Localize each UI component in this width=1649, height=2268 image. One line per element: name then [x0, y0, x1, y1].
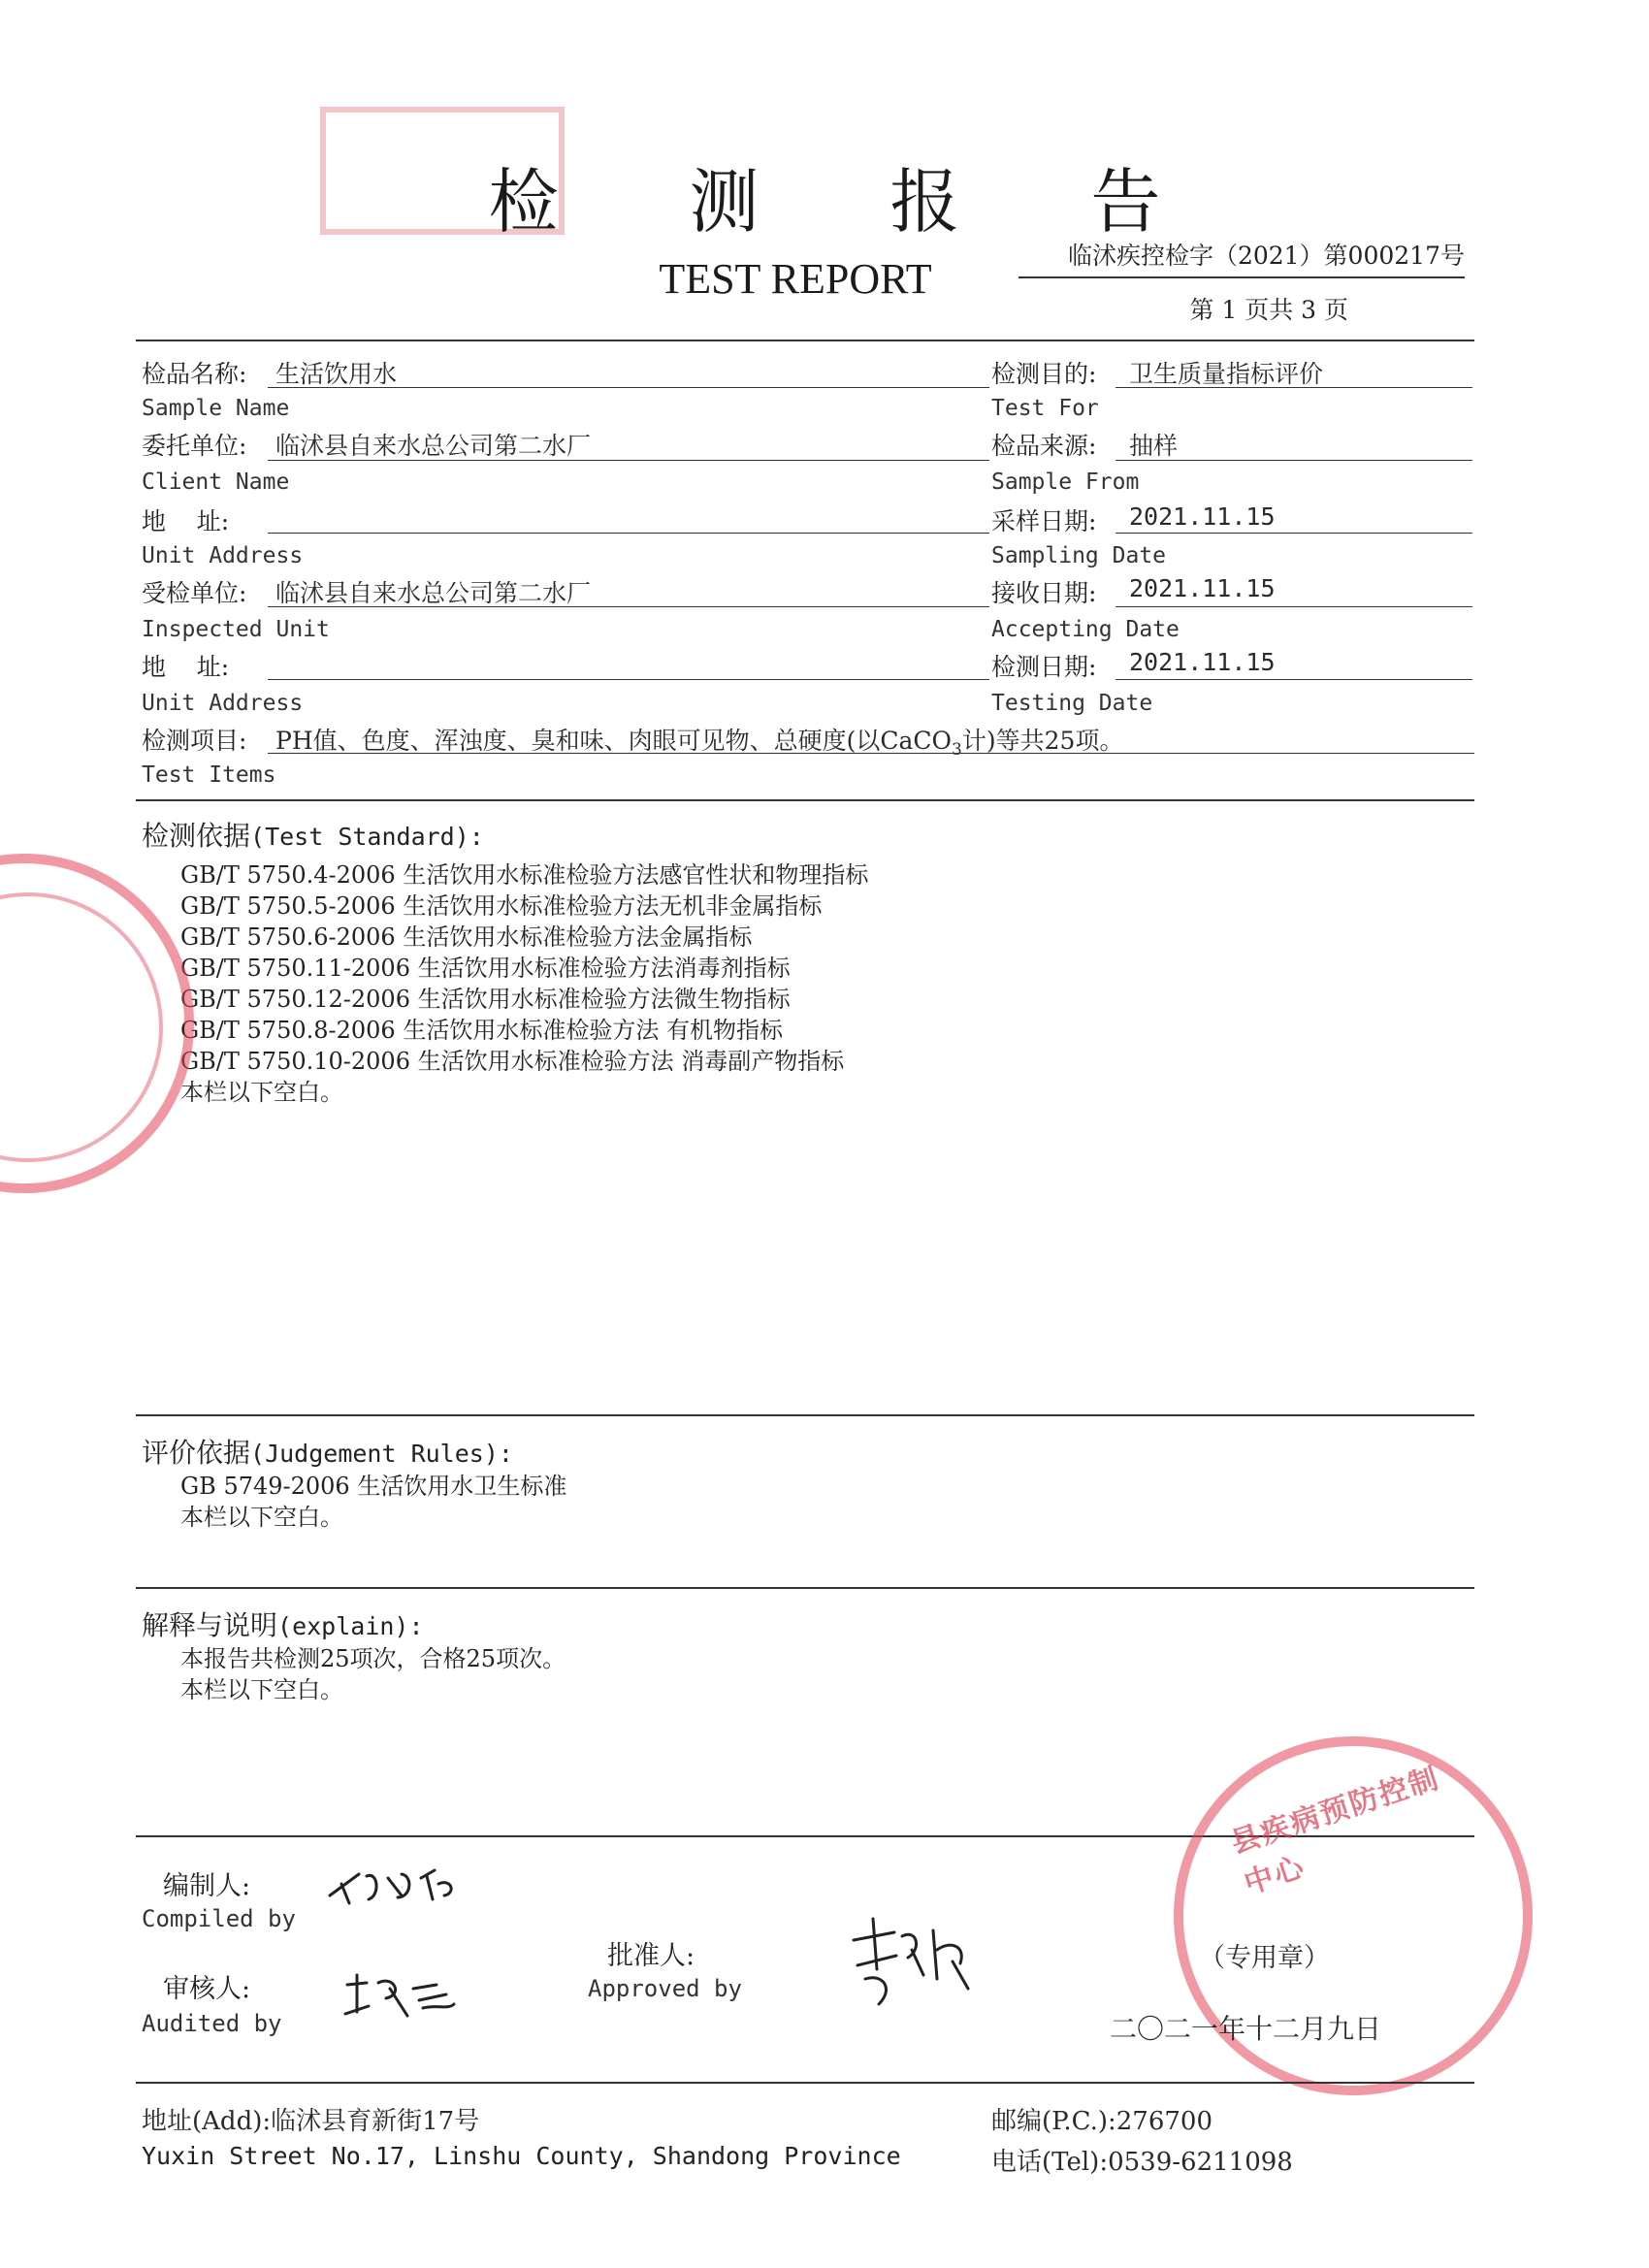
client-address-label: 地 址: — [142, 507, 230, 535]
sample-from-value: 抽样 — [1129, 432, 1179, 460]
test-items-label-en: Test Items — [142, 762, 276, 788]
footer-divider — [136, 2082, 1474, 2084]
list-item: GB/T 5750.10-2006 生活饮用水标准检验方法 消毒副产物指标 — [180, 1048, 845, 1075]
footer-phone: 电话(Tel):0539-6211098 — [991, 2148, 1293, 2177]
list-item: GB/T 5750.8-2006 生活饮用水标准检验方法 有机物指标 — [180, 1017, 783, 1044]
test-standard-heading-cn: 检测依据 — [142, 820, 251, 852]
testing-date-value: 2021.11.15 — [1129, 648, 1276, 676]
test-standard-list — [180, 859, 868, 1108]
test-for-underline — [1116, 387, 1472, 388]
test-standard-heading — [142, 815, 484, 854]
approved-by-label: 批准人: — [607, 1941, 695, 1971]
header-divider — [136, 340, 1474, 341]
test-for-label-en: Test For — [991, 396, 1099, 421]
list-item: GB/T 5750.6-2006 生活饮用水标准检验方法金属指标 — [180, 923, 753, 951]
list-item: 本栏以下空白。 — [180, 1676, 343, 1703]
sample-name-underline — [268, 387, 989, 388]
sampling-date-label: 采样日期: — [991, 507, 1097, 535]
inspected-unit-underline — [268, 606, 989, 607]
report-title-cn: 检 测 报 告 — [488, 161, 1215, 243]
compiled-signature — [320, 1857, 475, 1915]
footer-postcode: 邮编(P.C.):276700 — [991, 2107, 1213, 2136]
list-item: GB/T 5750.11-2006 生活饮用水标准检验方法消毒剂指标 — [180, 955, 791, 982]
sample-from-label-en: Sample From — [991, 470, 1140, 495]
sample-name-label-en: Sample Name — [142, 396, 290, 421]
report-number-underline — [1018, 276, 1465, 278]
seal-note: （专用章） — [1199, 1943, 1330, 1973]
report-title-en: TEST REPORT — [659, 255, 932, 303]
sampling-date-label-en: Sampling Date — [991, 543, 1167, 568]
judgement-heading-cn: 评价依据 — [142, 1437, 251, 1469]
explain-list — [180, 1643, 566, 1705]
test-standard-divider — [136, 799, 1474, 801]
footer-address-en: Yuxin Street No.17, Linshu County, Shandong Province — [142, 2142, 901, 2170]
test-items-label: 检测项目: — [142, 727, 247, 755]
test-for-value: 卫生质量指标评价 — [1129, 360, 1324, 388]
explain-heading-en: (explain): — [277, 1612, 424, 1640]
judgement-heading-en: (Judgement Rules): — [250, 1440, 513, 1468]
explain-divider — [136, 1587, 1474, 1589]
client-name-label-en: Client Name — [142, 470, 290, 495]
test-items-text-end: 计)等共25项。 — [961, 727, 1124, 755]
test-items-value — [275, 722, 1123, 760]
compiled-by-label-en: Compiled by — [142, 1905, 296, 1932]
audited-signature — [340, 1965, 466, 2024]
list-item: 本栏以下空白。 — [180, 1504, 343, 1531]
client-address-underline — [268, 533, 989, 534]
testing-date-label-en: Testing Date — [991, 691, 1153, 716]
inspected-unit-label-en: Inspected Unit — [142, 617, 330, 642]
test-for-label: 检测目的: — [991, 360, 1097, 388]
inspected-address-label-en: Unit Address — [142, 691, 304, 716]
page-info: 第 1 页共 3 页 — [1189, 296, 1348, 324]
client-name-label: 委托单位: — [142, 432, 247, 460]
explain-heading-cn: 解释与说明 — [142, 1609, 278, 1641]
list-item: GB/T 5750.12-2006 生活饮用水标准检验方法微生物指标 — [180, 986, 791, 1013]
list-item: GB/T 5750.4-2006 生活饮用水标准检验方法感官性状和物理指标 — [180, 861, 869, 889]
test-items-text: PH值、色度、浑浊度、臭和味、肉眼可见物、总硬度(以CaCO — [275, 727, 953, 755]
compiled-by-label: 编制人: — [163, 1871, 251, 1901]
accepting-date-value: 2021.11.15 — [1129, 574, 1276, 602]
client-name-underline — [268, 460, 989, 461]
sample-name-label: 检品名称: — [142, 360, 247, 388]
report-number: 临沭疾控检字（2021）第000217号 — [1067, 242, 1465, 270]
approved-by-label-en: Approved by — [588, 1975, 742, 2002]
report-date: 二〇二一年十二月九日 — [1110, 2013, 1382, 2045]
test-items-underline — [268, 753, 1474, 754]
list-item: GB 5749-2006 生活饮用水卫生标准 — [180, 1473, 567, 1500]
list-item: 本报告共检测25项次，合格25项次。 — [180, 1645, 566, 1672]
inspected-unit-label: 受检单位: — [142, 579, 247, 607]
inspected-unit-value: 临沭县自来水总公司第二水厂 — [275, 579, 592, 607]
client-name-value: 临沭县自来水总公司第二水厂 — [275, 432, 592, 460]
judgement-heading — [142, 1432, 513, 1471]
official-seal-text: 县疾病预防控制中心 — [1226, 1761, 1444, 1901]
sampling-date-underline — [1116, 533, 1472, 534]
test-items-subscript: 3 — [952, 740, 962, 760]
sampling-date-value: 2021.11.15 — [1129, 502, 1276, 531]
sample-name-value: 生活饮用水 — [275, 360, 398, 388]
accepting-date-label: 接收日期: — [991, 579, 1097, 607]
sample-from-label: 检品来源: — [991, 432, 1097, 460]
footer-address-cn: 地址(Add):临沭县育新街17号 — [142, 2107, 480, 2136]
approved-signature — [844, 1911, 989, 2018]
testing-date-label: 检测日期: — [991, 653, 1097, 681]
inspected-address-label: 地 址: — [142, 653, 230, 681]
testing-date-underline — [1116, 679, 1472, 680]
client-address-label-en: Unit Address — [142, 543, 304, 568]
audited-by-label: 审核人: — [163, 1974, 251, 2004]
judgement-divider — [136, 1414, 1474, 1416]
audited-by-label-en: Audited by — [142, 2010, 282, 2037]
list-item: 本栏以下空白。 — [180, 1079, 343, 1106]
accepting-date-underline — [1116, 606, 1472, 607]
inspected-address-underline — [268, 679, 989, 680]
sample-from-underline — [1116, 460, 1472, 461]
accepting-date-label-en: Accepting Date — [991, 617, 1180, 642]
list-item: GB/T 5750.5-2006 生活饮用水标准检验方法无机非金属指标 — [180, 892, 823, 920]
test-standard-heading-en: (Test Standard): — [250, 823, 484, 851]
judgement-list — [180, 1471, 566, 1533]
explain-heading — [142, 1604, 424, 1643]
